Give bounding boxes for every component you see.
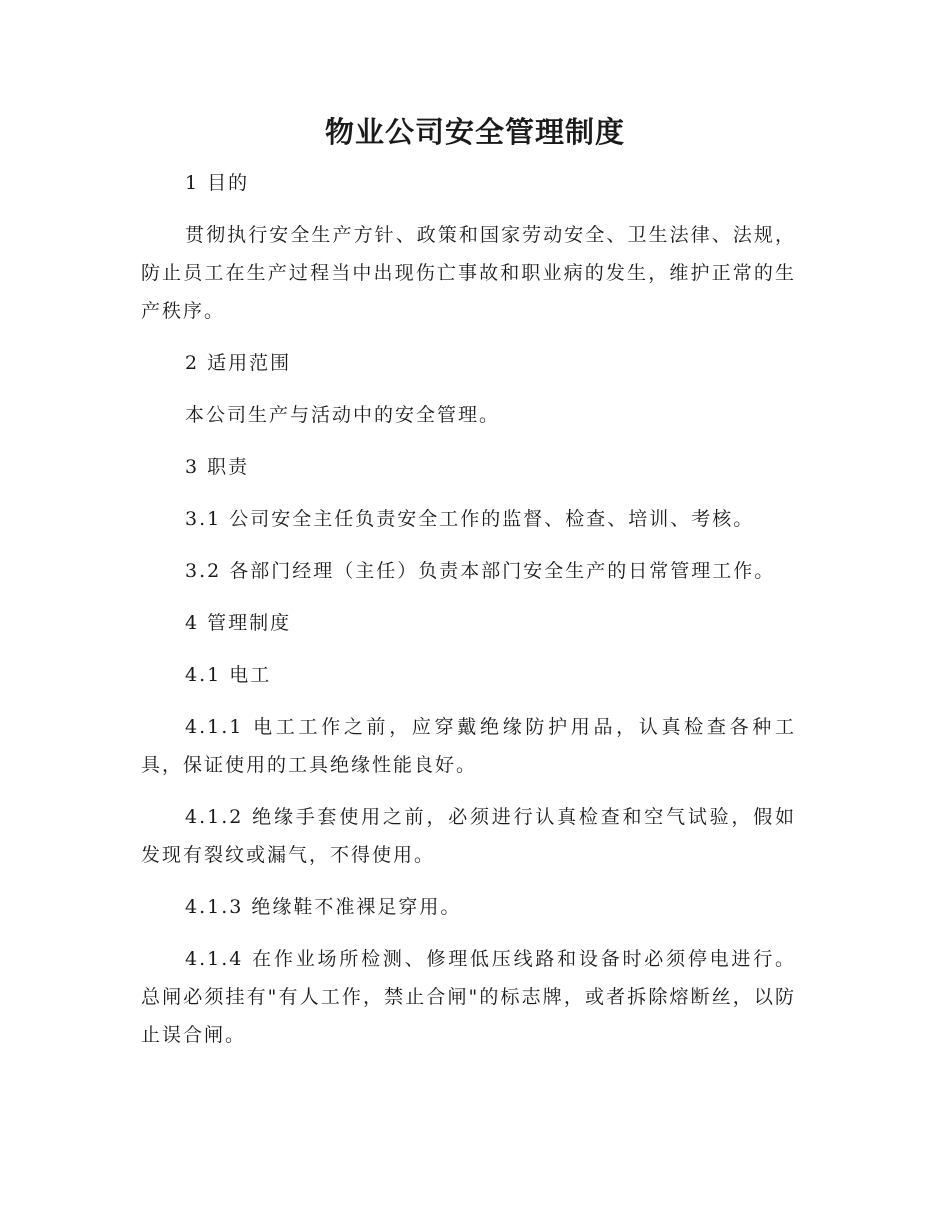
heading-management-rules: 4 管理制度 (185, 612, 292, 634)
heading-purpose: 1 目的 (185, 172, 250, 194)
document-body (141, 164, 796, 1068)
clause-4-1-2: 4.1.2 绝缘手套使用之前，必须进行认真检查和空气试验，假如发现有裂纹或漏气，不得使用。 (141, 806, 796, 866)
clause-3-2: 3.2 各部门经理（主任）负责本部门安全生产的日常管理工作。 (185, 560, 776, 582)
paragraph-scope: 本公司生产与活动中的安全管理。 (185, 404, 501, 426)
clause-4-1-3: 4.1.3 绝缘鞋不准裸足穿用。 (185, 896, 462, 918)
clause-4-1-1: 4.1.1 电工工作之前，应穿戴绝缘防护用品，认真检查各种工具，保证使用的工具绝缘性能良好。 (141, 716, 796, 776)
heading-electrician: 4.1 电工 (185, 664, 272, 686)
heading-responsibilities: 3 职责 (185, 456, 250, 478)
heading-scope: 2 适用范围 (185, 352, 292, 374)
clause-4-1-4: 4.1.4 在作业场所检测、修理低压线路和设备时必须停电进行。总闸必须挂有"有人工作，禁止合闸"的标志牌，或者拆除熔断丝，以防止误合闸。 (141, 948, 796, 1046)
paragraph-purpose: 贯彻执行安全生产方针、政策和国家劳动安全、卫生法律、法规，防止员工在生产过程当中出现伤亡事故和职业病的发生，维护正常的生产秩序。 (141, 224, 796, 322)
clause-3-1: 3.1 公司安全主任负责安全工作的监督、检查、培训、考核。 (185, 508, 755, 530)
document-title: 物业公司安全管理制度 (324, 115, 625, 149)
